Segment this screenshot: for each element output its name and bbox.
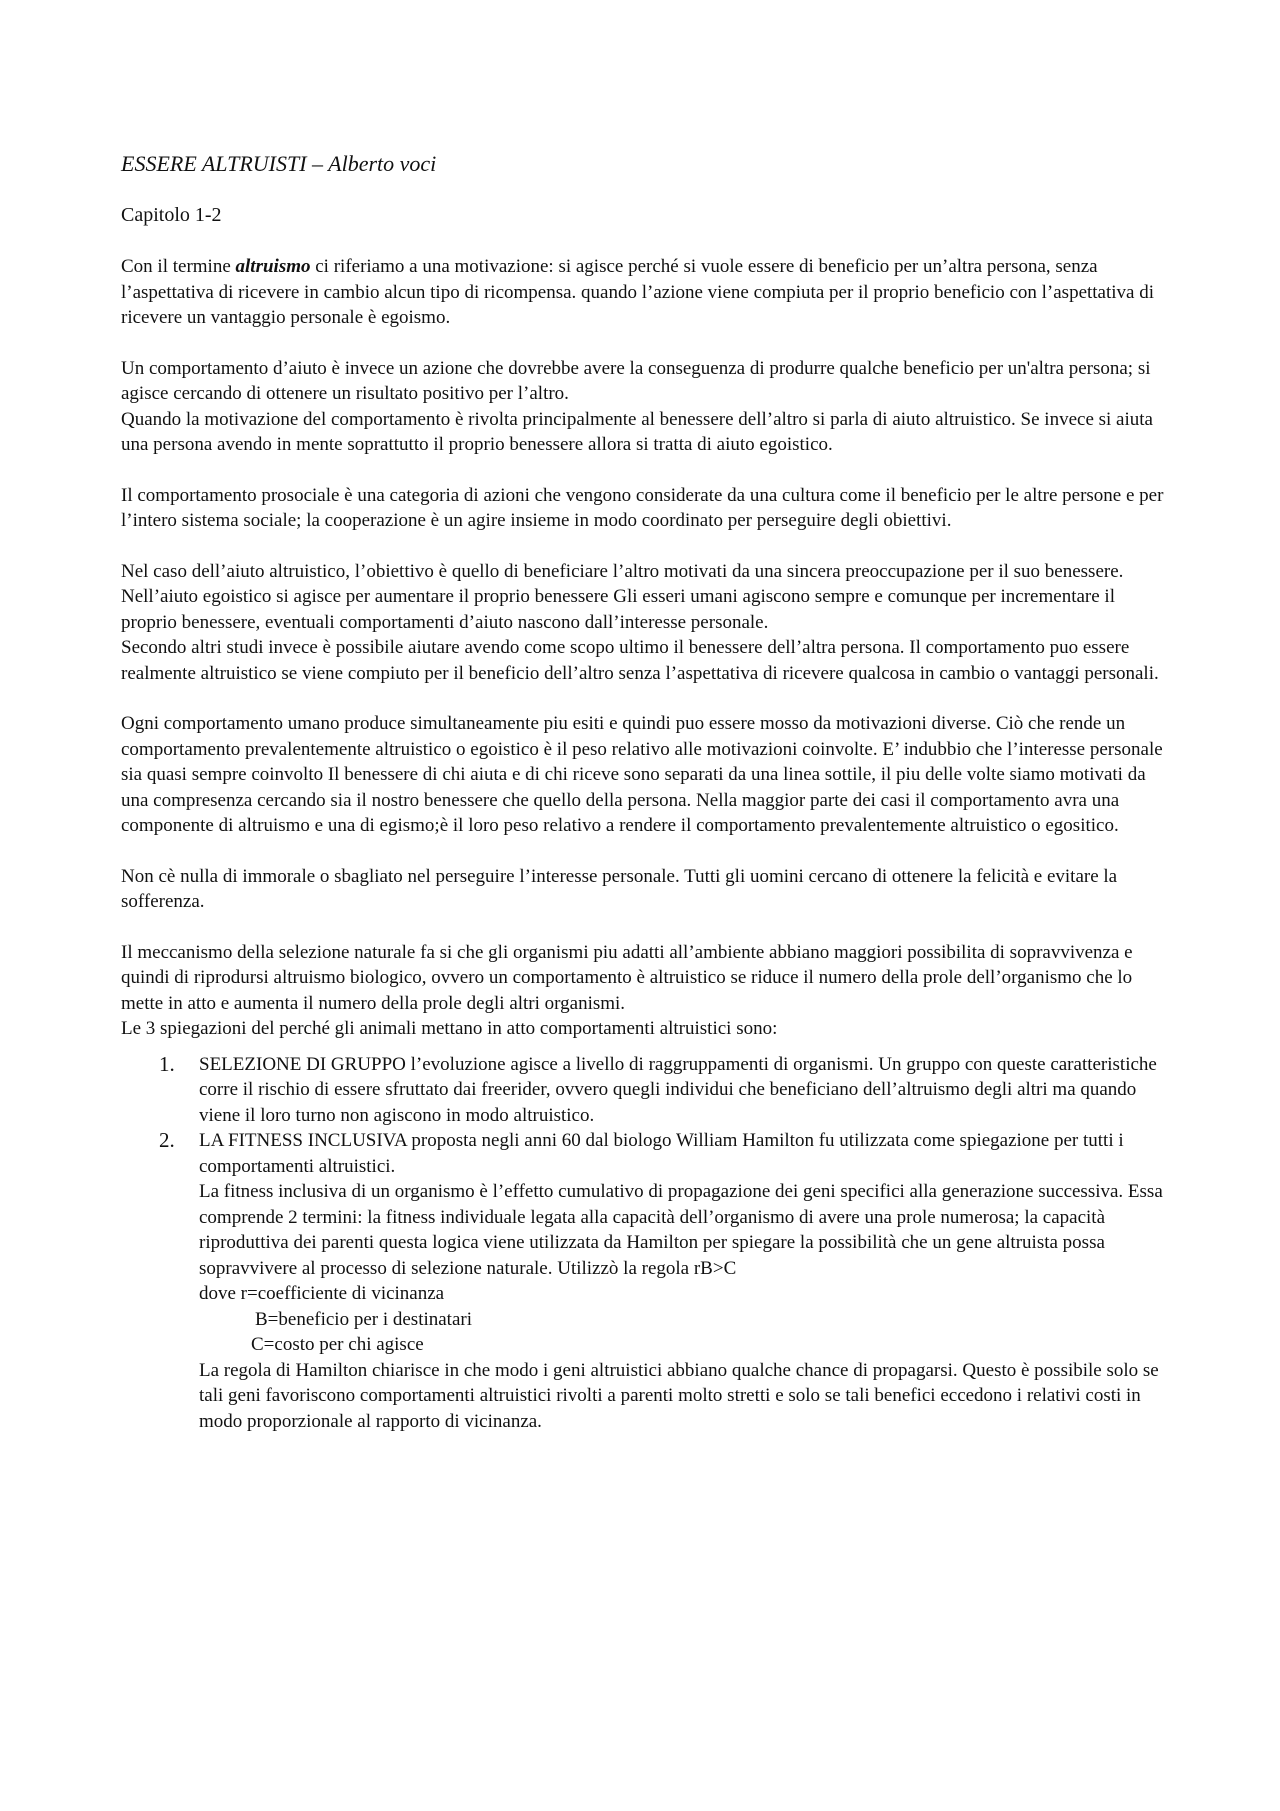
- paragraph-spiegazioni: Le 3 spiegazioni del perché gli animali mettano in atto comportamenti altruistici sono:: [121, 1018, 778, 1039]
- formula-line-b: B=beneficio per i destinatari: [255, 1308, 472, 1330]
- formula-line-c: C=costo per chi agisce: [251, 1334, 424, 1355]
- list-item: [121, 1128, 1166, 1434]
- paragraph-altri-studi: Secondo altri studi invece è possibile aiutare avendo come scopo ultimo il benessere dell’altra persona. Il comportamento puo essere realmente altruistico se viene compiuto per il beneficio dell’altro senza l’aspettativa di ricevere qualcosa in cambio o vantaggi personali.: [121, 637, 1159, 684]
- keyword-altruismo: altruismo: [235, 256, 311, 277]
- paragraph-prosociale: Il comportamento prosociale è una categoria di azioni che vengono considerate da una cultura come il beneficio per le altre persone e per l’intero sistema sociale; la cooperazione è un agire insieme in modo coordinato per perseguire degli obiettivi.: [121, 484, 1164, 531]
- paragraph-selezione-naturale: Il meccanismo della selezione naturale fa si che gli organismi piu adatti all’ambiente abbiano maggiori possibilita di sopravvivenza e quindi di riprodursi altruismo biologico, ovvero un comportamento è altruistico se riduce il numero della prole dell’organismo che lo mette in atto e aumenta il numero della prole degli altri organismi.: [121, 941, 1133, 1014]
- document-page: [121, 150, 1166, 1434]
- list-item-text: SELEZIONE DI GRUPPO l’evoluzione agisce a livello di raggruppamenti di organismi. Un gruppo con queste caratteristiche corre il rischio di essere sfruttato dai freerider, ovvero quegli individui che beneficiano dell’altruismo degli altri ma quando viene il loro turno non agiscono in modo altruistico.: [199, 1053, 1157, 1126]
- paragraph-aiuto-altruistico: Nel caso dell’aiuto altruistico, l’obiettivo è quello di beneficiare l’altro motivati da una sincera preoccupazione per il suo benessere. Nell’aiuto egoistico si agisce per aumentare il proprio benessere Gli esseri umani agiscono sempre e comunque per incrementare il proprio benessere, eventuali comportamenti d’aiuto nascono dall’interesse personale.: [121, 560, 1124, 633]
- list-number: 1.: [159, 1051, 175, 1076]
- paragraph-interesse-personale: Non cè nulla di immorale o sbagliato nel perseguire l’interesse personale. Tutti gli uomini cercano di ottenere la felicità e evitare la sofferenza.: [121, 865, 1118, 912]
- paragraph-motivazione: Quando la motivazione del comportamento è rivolta principalmente al benessere dell’altro si parla di aiuto altruistico. Se invece si aiuta una persona avendo in mente soprattutto il proprio benessere allora si tratta di aiuto egoistico.: [121, 408, 1153, 455]
- formula-line-r: dove r=coefficiente di vicinanza: [199, 1283, 445, 1304]
- paragraph-altruismo: [121, 254, 1166, 331]
- list-number: 2.: [159, 1128, 175, 1152]
- paragraph-text: Con il termine: [121, 256, 236, 277]
- chapter-heading: Capitolo 1-2: [121, 204, 222, 226]
- list-item-text: La fitness inclusiva di un organismo è l’effetto cumulativo di propagazione dei geni specifici alla generazione successiva. Essa comprende 2 termini: la fitness individuale legata alla capacità dell’organismo di avere una prole numerosa; la capacità riproduttiva dei parenti questa logica viene utilizzata da Hamilton per spiegare la possibilità che un gene altruista possa sopravvivere al processo di selezione naturale. Utilizzò la regola rB>C: [199, 1181, 1163, 1279]
- list-item-text: LA FITNESS INCLUSIVA proposta negli anni 60 dal biologo William Hamilton fu utilizzata come spiegazione per tutti i comportamenti altruistici.: [199, 1130, 1124, 1177]
- document-title: ESSERE ALTRUISTI – Alberto voci: [121, 151, 437, 176]
- paragraph-comportamento-aiuto: Un comportamento d’aiuto è invece un azione che dovrebbe avere la conseguenza di produrre qualche beneficio per un'altra persona; si agisce cercando di ottenere un risultato positivo per l’altro.: [121, 357, 1151, 404]
- paragraph-text: ci riferiamo a una motivazione: si agisce perché si vuole essere di beneficio per un’altra persona, senza l’aspettativa di ricevere in cambio alcun tipo di ricompensa. quando l’azione viene compiuta per il proprio beneficio con l’aspettativa di ricevere un vantaggio personale è egoismo.: [121, 256, 1155, 328]
- list-item-text: La regola di Hamilton chiarisce in che modo i geni altruistici abbiano qualche chance di propagarsi. Questo è possibile solo se tali geni favoriscono comportamenti altruistici rivolti a parenti molto stretti e solo se tali benefici eccedono i relativi costi in modo proporzionale al rapporto di vicinanza.: [199, 1359, 1159, 1432]
- explanations-list: [121, 1052, 1166, 1435]
- paragraph-comportamento-umano: Ogni comportamento umano produce simultaneamente piu esiti e quindi puo essere mosso da motivazioni diverse. Ciò che rende un comportamento prevalentemente altruistico o egoistico è il peso relativo alle motivazioni coinvolte. E’ indubbio che l’interesse personale sia quasi sempre coinvolto Il benessere di chi aiuta e di chi riceve sono separati da una linea sottile, il piu delle volte siamo motivati da una compresenza cercando sia il nostro benessere che quello della persona. Nella maggior parte dei casi il comportamento avra una componente di altruismo e una di egismo;è il loro peso relativo a rendere il comportamento prevalentemente altruistico o egositico.: [121, 713, 1163, 836]
- list-item: [121, 1052, 1166, 1129]
